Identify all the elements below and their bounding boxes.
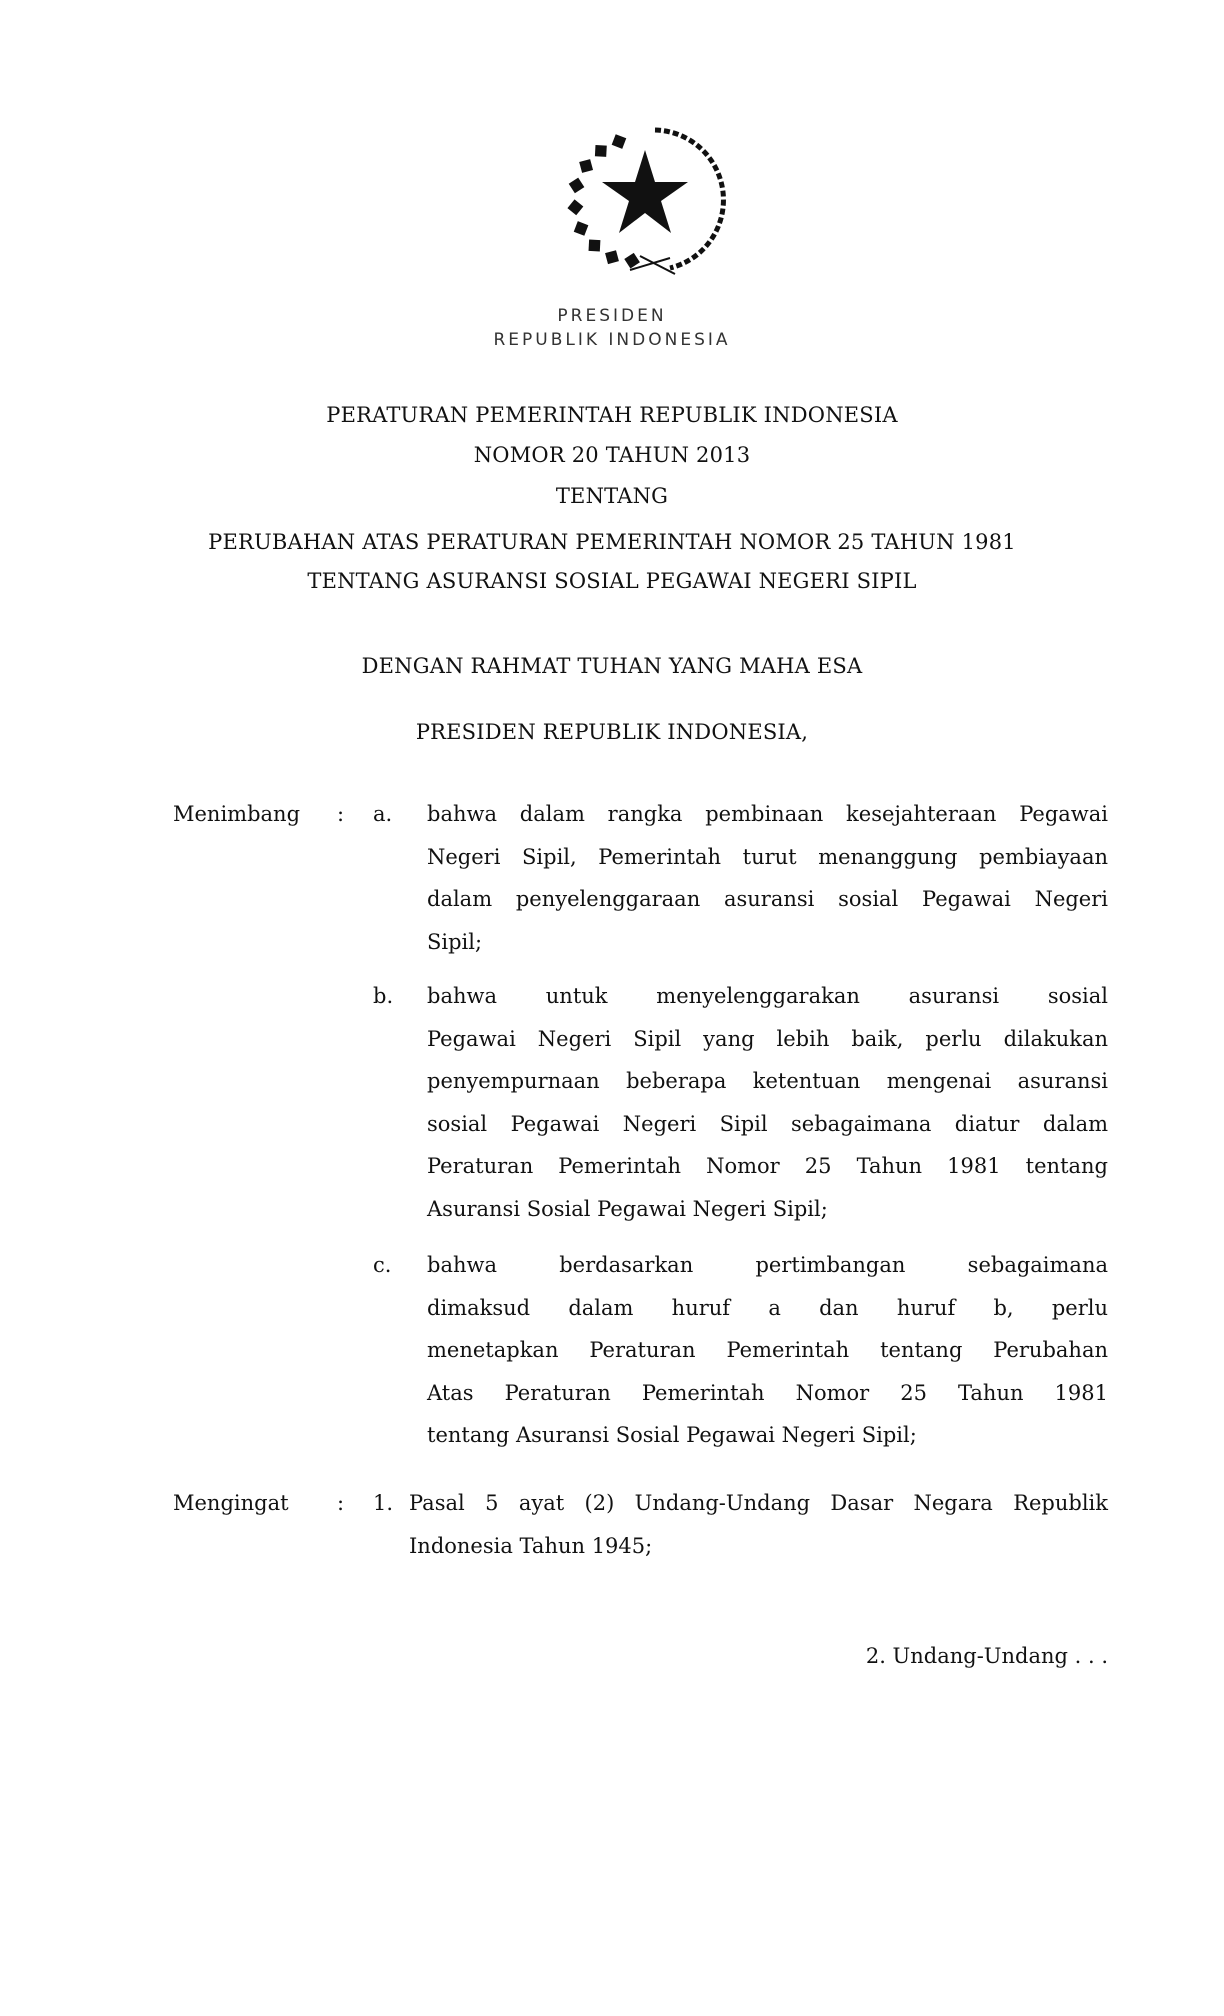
preamble-divine: DENGAN RAHMAT TUHAN YANG MAHA ESA [361, 654, 863, 678]
menimbang-item-marker: b. [373, 984, 394, 1008]
menimbang-item-line: tentang Asuransi Sosial Pegawai Negeri Sipil; [427, 1423, 917, 1447]
menimbang-item-line: bahwa dalam rangka pembinaan kesejahteraan Pegawai [427, 802, 1108, 826]
menimbang-label: Menimbang [173, 802, 301, 826]
menimbang-item-line: Pegawai Negeri Sipil yang lebih baik, perlu dilakukan [427, 1026, 1108, 1051]
mengingat-label: Mengingat [173, 1491, 289, 1515]
menimbang-item-line: bahwa berdasarkan pertimbangan sebagaimana [427, 1253, 1108, 1277]
regulation-subject-2: TENTANG ASURANSI SOSIAL PEGAWAI NEGERI SIPIL [307, 569, 917, 593]
menimbang-item-line: Atas Peraturan Pemerintah Nomor 25 Tahun 1981 [427, 1380, 1108, 1405]
presidential-emblem [560, 118, 730, 278]
regulation-subject: PERUBAHAN ATAS PERATURAN PEMERINTAH NOMOR 25 TAHUN 1981 [208, 530, 1016, 554]
menimbang-item-line: Sipil; [427, 929, 483, 954]
letterhead-republic: REPUBLIK INDONESIA [493, 330, 731, 350]
menimbang-item-line: sosial Pegawai Negeri Sipil sebagaimana diatur dalam [427, 1111, 1108, 1136]
continuation-note: 2. Undang-Undang . . . [865, 1644, 1108, 1668]
menimbang-item-line: dalam penyelenggaraan asuransi sosial Pegawai Negeri [427, 887, 1108, 911]
menimbang-colon: : [337, 802, 345, 826]
mengingat-item-line: Pasal 5 ayat (2) Undang-Undang Dasar Negara Republik [409, 1491, 1108, 1515]
rice-wreath [655, 130, 723, 268]
menimbang-item-line: Negeri Sipil, Pemerintah turut menanggung pembiayaan [427, 844, 1108, 869]
menimbang-item-line: Peraturan Pemerintah Nomor 25 Tahun 1981 tentang [427, 1154, 1108, 1178]
menimbang-item-line: bahwa untuk menyelenggarakan asuransi sosial [427, 984, 1108, 1008]
regulation-title: PERATURAN PEMERINTAH REPUBLIK INDONESIA [326, 403, 898, 427]
menimbang-item-line: penyempurnaan beberapa ketentuan mengenai asuransi [427, 1069, 1108, 1093]
star-icon [602, 150, 688, 233]
menimbang-item-line: dimaksud dalam huruf a dan huruf b, perlu [427, 1295, 1108, 1320]
menimbang-item-marker: a. [373, 802, 393, 826]
mengingat-item-marker: 1. [373, 1491, 394, 1515]
menimbang-item-line: Asuransi Sosial Pegawai Negeri Sipil; [427, 1196, 828, 1221]
menimbang-item-line: menetapkan Peraturan Pemerintah tentang Perubahan [427, 1338, 1108, 1362]
letterhead-president: PRESIDEN [557, 306, 667, 326]
regulation-number: NOMOR 20 TAHUN 2013 [473, 443, 751, 467]
menimbang-item-marker: c. [373, 1253, 392, 1277]
regulation-about: TENTANG [555, 484, 669, 508]
preamble-president: PRESIDEN REPUBLIK INDONESIA, [415, 720, 809, 744]
mengingat-item-line: Indonesia Tahun 1945; [409, 1533, 653, 1558]
mengingat-colon: : [337, 1491, 345, 1515]
